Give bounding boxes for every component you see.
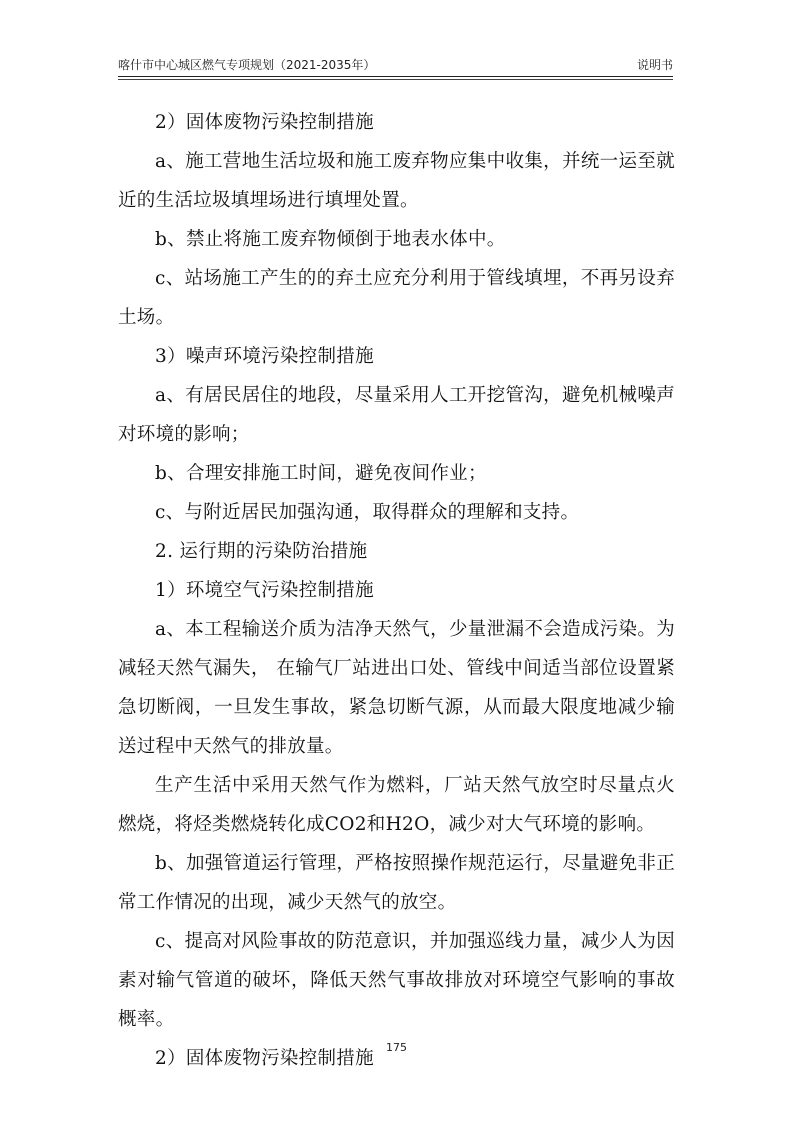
paragraph: a、本工程输送介质为洁净天然气，少量泄漏不会造成污染。为减轻天然气漏失， 在输气厂站进出口处、管线中间适当部位设置紧急切断阀，一旦发生事故，紧急切断气源，从而最大限度地减少输送过程中天然气的排放量。 [118, 619, 675, 757]
page-number: 175 [386, 1041, 407, 1054]
heading-air-control: 1）环境空气污染控制措施 [155, 580, 374, 601]
heading-noise-control: 3）噪声环境污染控制措施 [155, 346, 374, 367]
paragraph: b、禁止将施工废弃物倾倒于地表水体中。 [155, 229, 506, 250]
header-divider [118, 76, 673, 77]
header-title: 喀什市中心城区燃气专项规划（2021-2035年） [118, 58, 376, 72]
paragraph: b、合理安排施工时间，避免夜间作业； [155, 463, 487, 484]
paragraph: b、加强管道运行管理，严格按照操作规范运行，尽量避免非正常工作情况的出现，减少天然气的放空。 [118, 853, 675, 913]
paragraph: 生产生活中采用天然气作为燃料，厂站天然气放空时尽量点火燃烧，将烃类燃烧转化成CO2和H2O，减少对大气环境的影响。 [118, 775, 675, 835]
page-header [118, 56, 673, 76]
paragraph: a、施工营地生活垃圾和施工废弃物应集中收集，并统一运至就近的生活垃圾填埋场进行填埋处置。 [118, 151, 675, 211]
paragraph: c、站场施工产生的的弃土应充分利用于管线填埋，不再另设弃土场。 [118, 268, 675, 328]
heading-solid-waste-construction: 2）固体废物污染控制措施 [155, 112, 374, 133]
paragraph: c、与附近居民加强沟通，取得群众的理解和支持。 [155, 502, 580, 523]
document-body [118, 103, 675, 1078]
heading-operation-period: 2. 运行期的污染防治措施 [155, 541, 368, 562]
paragraph: a、有居民居住的地段，尽量采用人工开挖管沟，避免机械噪声对环境的影响； [118, 385, 675, 445]
heading-solid-waste-operation: 2）固体废物污染控制措施 [155, 1048, 374, 1069]
header-section: 说明书 [636, 58, 673, 72]
paragraph: c、提高对风险事故的防范意识，并加强巡线力量，减少人为因素对输气管道的破坏，降低天然气事故排放对环境空气影响的事故概率。 [118, 931, 675, 1030]
header-divider-thin [118, 79, 673, 80]
